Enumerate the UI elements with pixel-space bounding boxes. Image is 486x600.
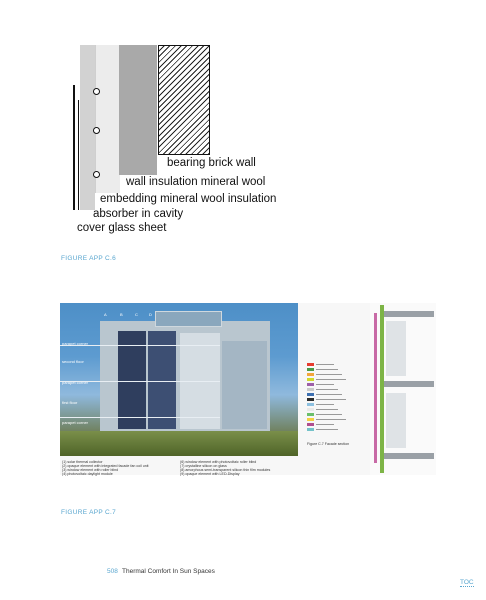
- floor-label: parapet corner: [62, 380, 89, 385]
- bearing-brick-layer: [158, 45, 210, 155]
- facade-window-band: [222, 341, 267, 429]
- legend-swatch: [307, 363, 314, 366]
- section-slab: [384, 311, 434, 317]
- cover-glass-line: [73, 85, 75, 210]
- caption-item: (7) crystalline silicon on glass: [180, 464, 227, 468]
- column-label: A: [104, 312, 107, 317]
- legend-swatch: [307, 368, 314, 371]
- legend-text-line: [316, 414, 342, 415]
- label-wall-insulation: wall insulation mineral wool: [126, 176, 266, 188]
- caption-item: (2) opaque element with integrated facade fan coil unit: [62, 464, 149, 468]
- legend-swatch: [307, 383, 314, 386]
- legend-swatch: [307, 388, 314, 391]
- toc-link[interactable]: TOC: [460, 579, 474, 586]
- caption-item: (8) amorphous semi-transparent silicon thin film modules: [180, 468, 271, 472]
- floor-label: second floor: [62, 359, 84, 364]
- legend-text-line: [316, 404, 334, 405]
- legend-swatch: [307, 398, 314, 401]
- legend-text-line: [316, 364, 334, 365]
- legend-text-line: [316, 409, 338, 410]
- building-photo: [60, 303, 298, 456]
- caption-item: (6) window element with photovoltaic roller blind: [180, 460, 257, 464]
- section-insulation: [386, 393, 406, 448]
- legend-text-line: [316, 394, 342, 395]
- rooftop-glass: [155, 311, 222, 327]
- legend-text-line: [316, 389, 338, 390]
- figure-caption-c6: FIGURE APP C.6: [61, 255, 117, 262]
- legend-swatch: [307, 378, 314, 381]
- legend-text-line: [316, 369, 338, 370]
- facade-section-drawing: [370, 303, 436, 475]
- label-cover-glass: cover glass sheet: [77, 222, 167, 234]
- legend-text-line: [316, 424, 334, 425]
- label-bearing-brick-wall: bearing brick wall: [167, 157, 256, 169]
- legend-note: Figure C.7 Facade section: [307, 442, 350, 446]
- label-absorber: absorber in cavity: [93, 208, 184, 220]
- floor-label: parapet corner: [62, 341, 89, 346]
- legend-text-line: [316, 429, 338, 430]
- section-slab: [384, 453, 434, 459]
- section-wall-green: [380, 305, 384, 473]
- running-title: Thermal Comfort In Sun Spaces: [122, 568, 215, 575]
- glass-leader-line: [78, 100, 79, 210]
- section-insulation: [386, 321, 406, 376]
- grass-foreground: [60, 431, 298, 456]
- section-slab: [384, 381, 434, 387]
- color-legend: [307, 363, 367, 453]
- legend-text-line: [316, 374, 342, 375]
- floor-divider: [60, 417, 220, 418]
- building-figure: [60, 303, 436, 475]
- page-number: 508: [107, 568, 118, 575]
- legend-text-line: [316, 379, 346, 380]
- legend-swatch: [307, 408, 314, 411]
- legend-swatch: [307, 393, 314, 396]
- legend-swatch: [307, 403, 314, 406]
- legend-swatch: [307, 428, 314, 431]
- column-label: D: [149, 312, 152, 317]
- section-wall-pink: [374, 313, 377, 463]
- floor-label: parapet corner: [62, 420, 89, 425]
- column-label: C: [135, 312, 138, 317]
- absorber-tube-icon: [93, 171, 100, 178]
- absorber-tube-icon: [93, 88, 100, 95]
- legend-swatch: [307, 418, 314, 421]
- floor-label: first floor: [62, 400, 78, 405]
- legend-swatch: [307, 413, 314, 416]
- caption-item: (3) window element with roller blind: [62, 468, 119, 472]
- legend-text-line: [316, 399, 346, 400]
- wall-insulation-layer: [119, 45, 157, 175]
- legend-swatch: [307, 373, 314, 376]
- legend-text-line: [316, 419, 346, 420]
- legend-swatch: [307, 423, 314, 426]
- column-label: B: [120, 312, 123, 317]
- figure-caption-c7: FIGURE APP C.7: [61, 509, 117, 516]
- legend-text-line: [316, 384, 334, 385]
- absorber-layer: [95, 45, 120, 193]
- caption-item: (9) opaque element with LED-Display: [180, 472, 240, 476]
- caption-item: (4) photovoltaic daylight module: [62, 472, 113, 476]
- absorber-tube-icon: [93, 127, 100, 134]
- caption-item: (1) solar thermal collector: [62, 460, 103, 464]
- label-embedding-insulation: embedding mineral wool insulation: [100, 193, 277, 205]
